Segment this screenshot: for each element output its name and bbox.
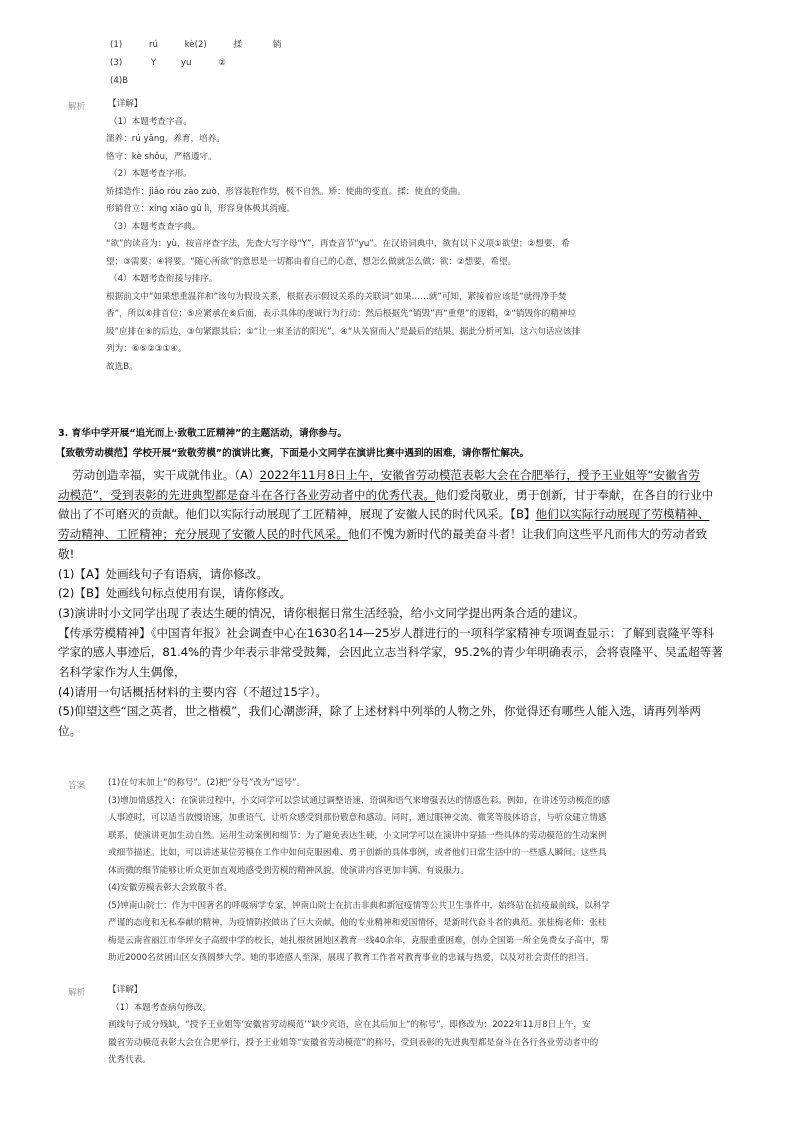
material-line-2 — [58, 486, 770, 506]
answer-num-3: (3) — [110, 58, 123, 68]
answer-char-rou: 揉 — [233, 40, 243, 50]
sub-question-1: (1)【A】处画线句子有语病，请你修改。 — [58, 566, 268, 581]
sub-question-3: (3)演讲时小文同学出现了表达生硬的情况，请你根据日常生活经验，给小文同学提出两条合适的建议。 — [58, 605, 585, 620]
analysis-line: （1）本题考查病句修改。 — [111, 1002, 211, 1013]
section-title-labor-model: 【致敬劳动模范】学校开展“致敬劳模”的演讲比赛，下面是小文同学在演讲比赛中遇到的困难，请你帮忙解决。 — [56, 448, 530, 459]
analysis-block-2 — [108, 982, 598, 1070]
sentence-a-underlined-cont: 动模范”，受到表彰的先进典型都是奋斗在各行各业劳动者中的优秀代表。 — [58, 487, 436, 502]
analysis-line: 故选B。 — [106, 361, 138, 372]
analysis-line: 形销骨立：xíng xiāo gǔ lì，形容身体极其消瘦。 — [106, 204, 296, 214]
analysis-label-2: 解析 — [68, 988, 86, 998]
material-2-line-2: 学家的感人事迹后，81.4%的青少年表示非常受鼓舞，会因此立志当科学家，95.2%的青少年明确表示，会将袁隆平、吴孟超等著 — [58, 645, 723, 660]
answer-line-2 — [110, 55, 226, 73]
answer-label: 答案 — [68, 781, 86, 791]
analysis-block-1 — [108, 96, 580, 376]
answer-line: 人事迹时，可以适当放慢语速，加重语气，让听众感受到那份敬意和感动。同时，通过眼神交流、微笑等肢体语言，与听众建立情感 — [108, 813, 607, 823]
answer-num-1: (1) — [110, 40, 123, 50]
answer-letter-y: Y — [150, 58, 157, 68]
material-text: 劳动创造幸福，实干成就伟业。（A） — [72, 468, 260, 482]
sub-question-5-cont: 位。 — [58, 724, 82, 739]
analysis-line: 【详解】 — [108, 985, 143, 995]
analysis-line: （2）本题考查字形。 — [109, 169, 192, 179]
answer-line: 联系，使演讲更加生动自然。运用生动案例和细节：为了避免表达生硬，小文同学可以在演讲中穿插一些具体的劳动模范的生动案例 — [108, 830, 607, 841]
material-line-4 — [58, 525, 770, 545]
analysis-line: （4）本题考查衔接与排序。 — [109, 274, 218, 284]
answer-line: 严谨的态度和无私奉献的精神，为疫情防控做出了巨大贡献。他的专业精神和爱国情怀，是新时代奋斗者的典范。张桂梅老师：张桂 — [108, 918, 607, 928]
answer-pinyin-ke: kè(2) — [184, 40, 207, 50]
answer-pinyin-ru: rú — [148, 40, 158, 50]
analysis-line: 圾”应排在⑤的后边，③句紧跟其后；①“让一束圣洁的阳光”，④“从关窗而入”是最后的结果。据此分析可知，这六句话应该排 — [106, 326, 581, 337]
analysis-line: 列为：⑥⑤②③①④。 — [106, 344, 187, 354]
sub-question-5: (5)仰望这些“国之英者，世之楷模”，我们心潮澎湃，除了上述材料中列举的人物之外，你觉得还有哪些人能入选，请再列举两 — [58, 704, 701, 719]
analysis-line: 恪守：kè shǒu，严格遵守。 — [106, 151, 217, 162]
sentence-a-underlined: 2022年11月8日上午，安徽省劳动模范表彰大会在合肥举行，授予王业姐等“安徽省劳 — [259, 468, 700, 482]
answer-line: (3)增加情感投入：在演讲过程中，小文同学可以尝试通过调整语速、语调和语气来增强表达的情感色彩。例如，在讲述劳动模范的感 — [108, 795, 611, 806]
analysis-line: 矫揉造作：jiǎo róu zào zuò，形容装腔作势，极不自然。矫：使曲的变直。揉：使直的变曲。 — [106, 186, 466, 197]
material-text: 他们不愧为新时代的最美奋斗者！让我们向这些平凡而伟大的劳动者致 — [347, 527, 708, 542]
analysis-line: 优秀代表。 — [108, 1055, 151, 1065]
answer-line: 或细节描述。比如，可以讲述某位劳模在工作中如何克服困难、勇于创新的具体事例，或者他们日常生活中的一些感人瞬间。这些具 — [108, 848, 607, 858]
material-line-5: 敬! — [58, 546, 75, 561]
analysis-line: “欲”的读音为：yù，按音序查字法，先查大写字母“Y”，再查音节“yu”。在汉语词典中，欲有以下义项①欲望；②想要，希 — [106, 239, 570, 249]
analysis-line: （3）本题考查查字典。 — [109, 221, 201, 232]
material-text: 做出了不可磨灭的贡献。他们以实际行动展现了工匠精神，展现了安徽人民的时代风采。【B】 — [58, 507, 536, 522]
question-3-material — [58, 466, 770, 742]
answer-line: 体而微的细节能够让听众更加直观地感受到劳模的精神风貌，使演讲内容更加丰满、有说服力。 — [108, 865, 469, 876]
question-3-block — [58, 424, 529, 464]
answer-line: (1)在句末加上“的称号”。(2)把“分号”改为“逗号”。 — [108, 778, 306, 788]
analysis-line: 濡养：rú yǎng，养育，培养。 — [106, 134, 225, 144]
answer-circle-2: ② — [218, 58, 226, 68]
analysis-label: 解析 — [68, 102, 86, 112]
answer-line: (5)钟南山院士：作为中国著名的呼吸病学专家，钟南山院士在抗击非典和新冠疫情等公共卫生事件中，始终站在抗疫最前线，以科学 — [108, 900, 611, 911]
answer-line: 梅是云南省丽江市华坪女子高级中学的校长，她扎根贫困地区教育一线40余年，克服重重困难，创办全国第一所全免费女子高中，帮 — [108, 935, 609, 946]
material-text: 他们爱岗敬业，勇于创新，甘于奉献，在各自的行业中 — [435, 487, 714, 502]
analysis-line: 香”，所以⑥排首位；⑤应紧承在⑥后面，表示具体的虔诚行为行动；然后根据先“销毁”再“重塑”的逻辑，②“销毁你的精神垃 — [106, 309, 577, 319]
answer-syllable-yu: yu — [180, 58, 192, 68]
analysis-line: （1）本题考查字音。 — [109, 116, 192, 127]
sentence-b-underlined: 他们以实际行动展现了劳模精神、 — [535, 507, 710, 522]
sub-question-4: (4)请用一句话概括材料的主要内容（不超过15字）。 — [58, 684, 327, 699]
answer-block-2 — [108, 775, 610, 968]
analysis-line: 【详解】 — [108, 99, 143, 109]
analysis-line: 画线句子成分残缺，“授予王业姐等‘安徽省劳动模范’”缺少宾语，应在其后加上“的称号”，即修改为：2022年11月8日上午，安 — [108, 1020, 591, 1030]
question-3-intro: 3. 育华中学开展“追光而上·致敬工匠精神”的主题活动，请你参与。 — [58, 428, 347, 439]
answer-line-1 — [110, 37, 281, 55]
answer-line: 助近2000名贫困山区女孩圆梦大学。她的事迹感人至深，展现了教育工作者对教育事业的忠诚与热爱，以及对社会责任的担当。 — [108, 953, 594, 963]
analysis-line: 望；③需要；④将要。“随心所欲”的意思是一切都由着自己的心意，想怎么做就怎么做；欲：②想要，希望。 — [106, 256, 517, 267]
answer-line: (4)安徽劳模表彰大会致敬斗者。 — [108, 883, 232, 893]
analysis-line: 徽省劳动模范表彰大会在合肥举行，授予王业姐等“安徽省劳动模范”的称号，受到表彰的先进典型都是奋斗在各行各业劳动者中的 — [108, 1037, 599, 1048]
sentence-b-underlined-cont: 劳动精神、工匠精神；充分展现了安徽人民的时代风采。 — [58, 527, 348, 542]
answer-char-xiao: 销 — [272, 40, 282, 50]
material-line-1 — [58, 466, 770, 486]
material-2-line-1: 【传承劳模精神】《中国青年报》社会调查中心在1630名14—25岁人群进行的一项科学家精神专项调查显示：了解到袁隆平等科 — [58, 625, 715, 640]
analysis-line: 根据前文中“如果想重温祥和”该句为假设关系，根据表示假设关系的关联词“如果……就”可知，紧接着应该是“就得净手焚 — [106, 291, 567, 302]
material-2-line-3: 名科学家作为人生偶像， — [58, 665, 186, 680]
material-line-3 — [58, 505, 770, 525]
sub-question-2: (2)【B】处画线句标点使用有误，请你修改。 — [58, 586, 292, 601]
answer-line-3: (4)B — [110, 76, 129, 86]
